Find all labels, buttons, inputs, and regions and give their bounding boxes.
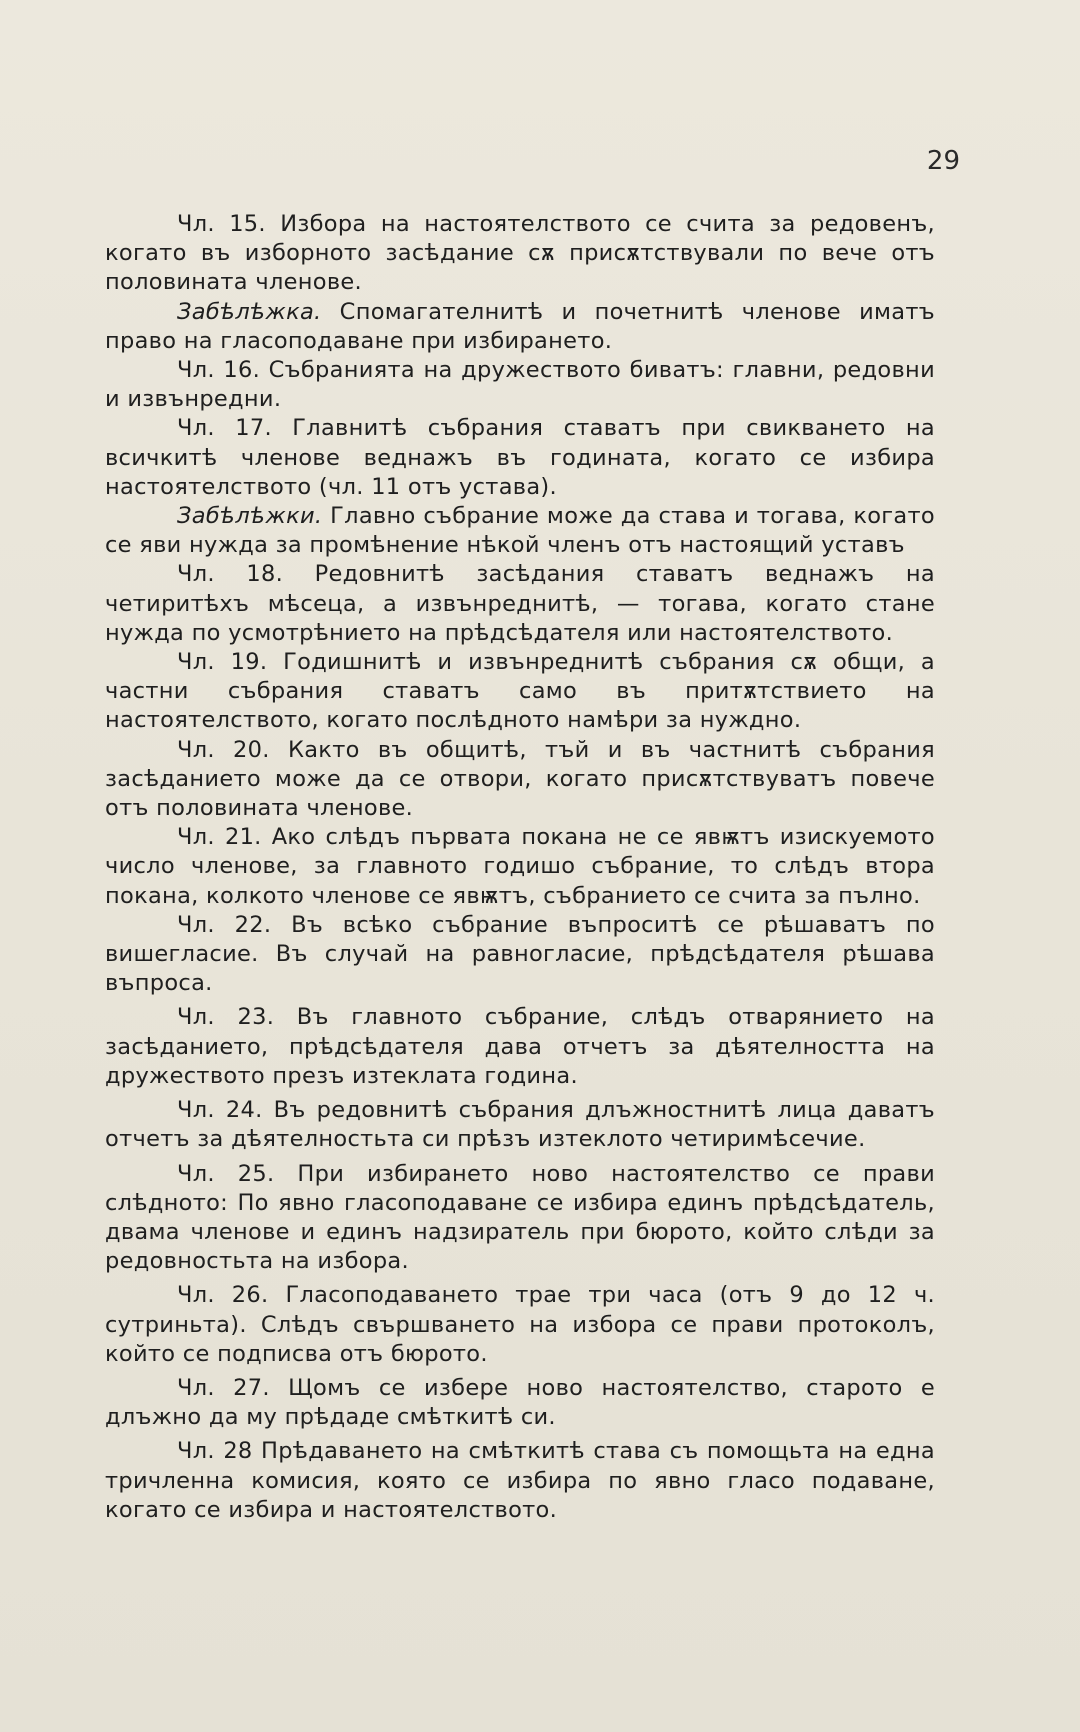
article-17: Чл. 17. Главнитѣ събрания ставатъ при свикването на всичкитѣ членове веднажъ въ годината, когато се избира настоятелството (чл. 11 отъ устава). <box>105 415 935 500</box>
article-26: Чл. 26. Гласоподаването трае три часа (отъ 9 до 12 ч. сутриньта). Слѣдъ свършването на избора се прави протоколъ, който се подписва отъ бюрото. <box>105 1282 935 1367</box>
article-16: Чл. 16. Събранията на дружеството биватъ: главни, редовни и извънредни. <box>105 357 935 413</box>
article-23: Чл. 23. Въ главното събрание, слѣдъ отварянието на засѣданието, прѣдсѣдателя дава отчетъ за дѣятелността на дружеството презъ изтеклата година. <box>105 1004 935 1089</box>
note-label: Забѣлѣжка. <box>177 298 322 325</box>
article-25: Чл. 25. При избирането ново настоятелство се прави слѣдното: По явно гласоподаване се избира единъ прѣдсѣдатель, двама членове и единъ надзиратель при бюрото, който слѣди за редовностьта на избора. <box>105 1160 935 1275</box>
note-17 <box>105 502 935 560</box>
article-19: Чл. 19. Годишнитѣ и извънреднитѣ събрания сѫ общи, а частни събрания ставатъ само въ притѫтствието на настоятелството, когато послѣдното намѣри за нуждно. <box>105 649 935 734</box>
article-22: Чл. 22. Въ всѣко събрание въпроситѣ се рѣшаватъ по вишегласие. Въ случай на равногласие, прѣдсѣдателя рѣшава въпроса. <box>105 911 935 997</box>
page-number: 29 <box>926 146 960 176</box>
note-label: Забѣлѣжки. <box>177 503 323 530</box>
note-text: Спомагателнитѣ и почетнитѣ членове иматъ право на гласоподаване при избирането. <box>105 298 935 354</box>
note-15 <box>105 298 935 356</box>
article-18: Чл. 18. Редовнитѣ засѣдания ставатъ веднажъ на четиритѣхъ мѣсеца, а извънреднитѣ, — тогава, когато стане нужда по усмотрѣнието на прѣдсѣдателя или настоятелството. <box>105 561 935 646</box>
article-24: Чл. 24. Въ редовнитѣ събрания длъжностнитѣ лица даватъ отчетъ за дѣятелностьта си прѣзъ изтеклото четиримѣсечие. <box>105 1097 935 1153</box>
article-20: Чл. 20. Както въ общитѣ, тъй и въ частнитѣ събрания засѣданието може да се отвори, когато присѫтствуватъ повече отъ половината членове. <box>105 736 935 822</box>
article-15: Чл. 15. Избора на настоятелството се счита за редовенъ, когато въ изборното засѣдание сѫ присѫтствували по вече отъ половината членове. <box>105 211 935 296</box>
body-text <box>105 210 935 1525</box>
article-27: Чл. 27. Щомъ се избере ново настоятелство, старото е длъжно да му прѣдаде смѣткитѣ си. <box>105 1374 935 1431</box>
note-text: Главно събрание може да става и тогава, когато се яви нужда за промѣнение нѣкой членъ отъ настоящий уставъ <box>105 503 935 559</box>
article-28: Чл. 28 Прѣдаването на смѣткитѣ става съ помощьта на една тричленна комисия, която се избира по явно гласо подаване, когато се избира и настоятелството. <box>105 1438 935 1523</box>
article-21: Чл. 21. Ако слѣдъ първата покана не се явѭтъ изискуемото число членове, за главното годишо събрание, то слѣдъ втора покана, колкото членове се явѭтъ, събранието се счита за пълно. <box>105 824 935 909</box>
